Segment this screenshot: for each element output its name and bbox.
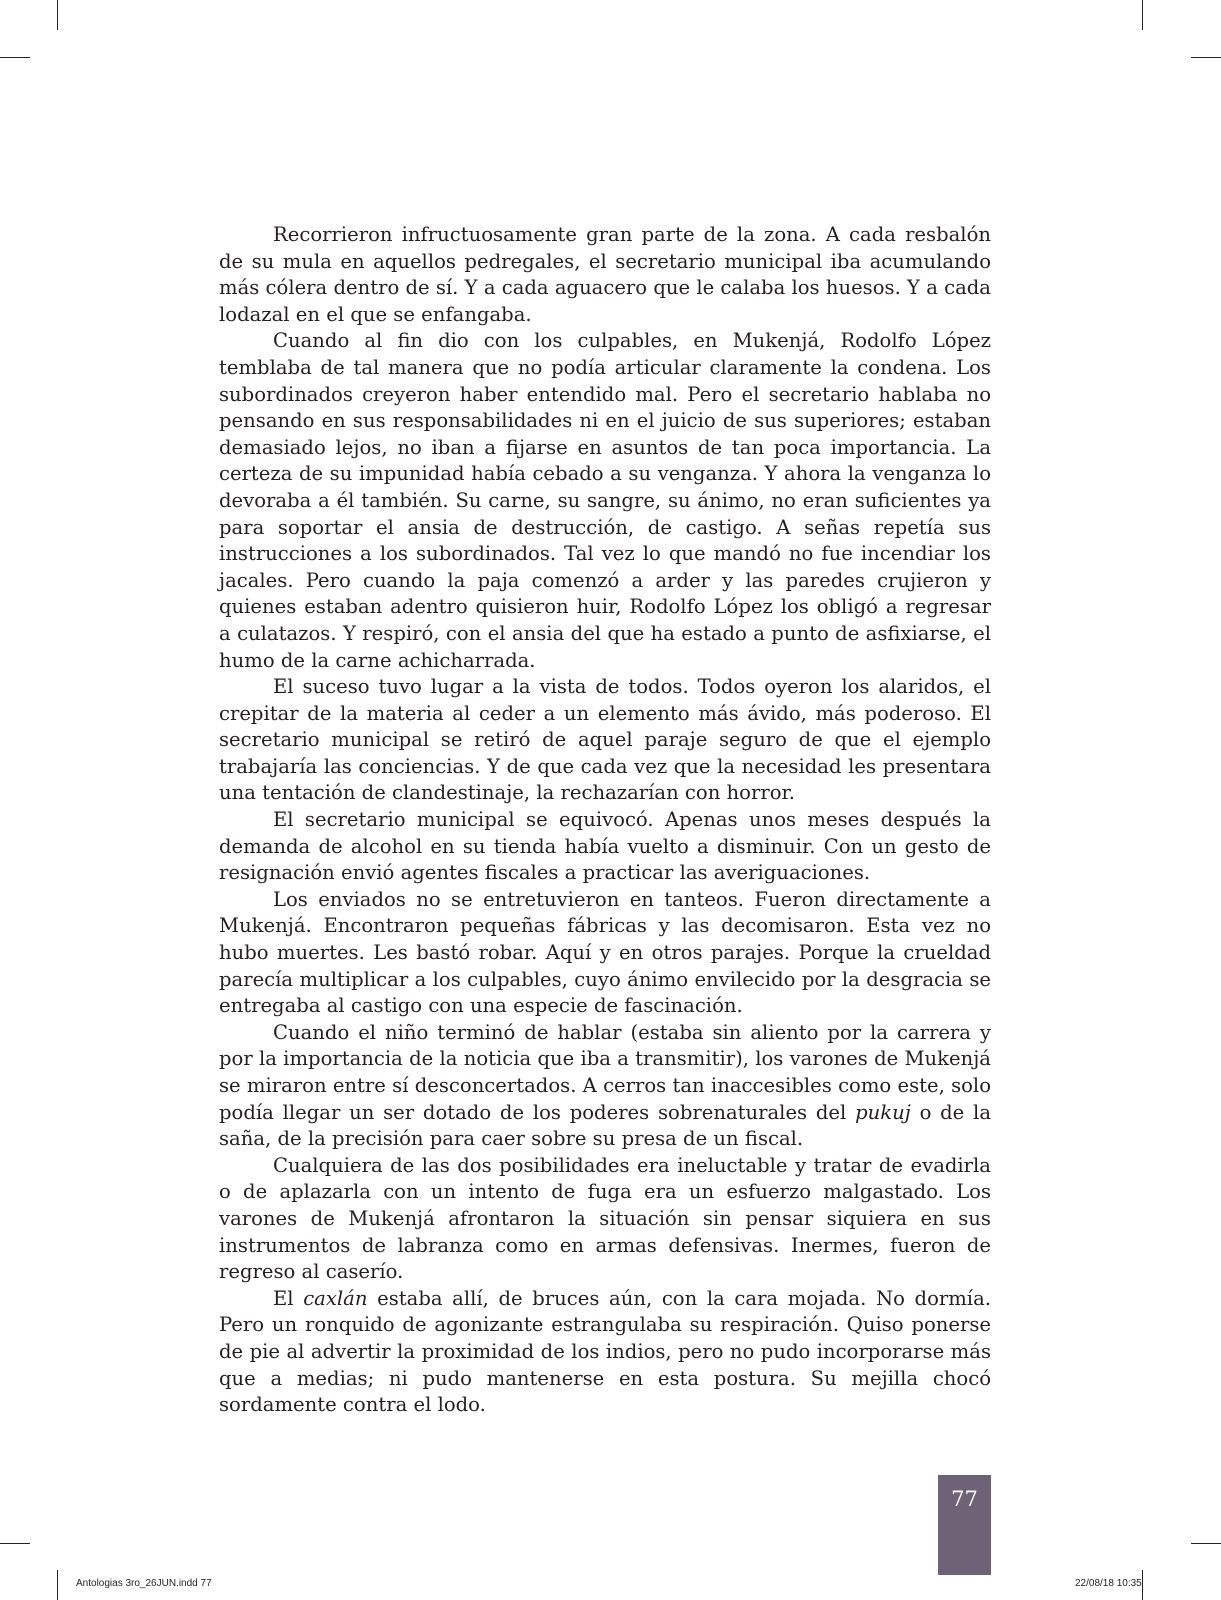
paragraph: [219, 1020, 991, 1153]
italic-term: pukuj: [855, 1100, 911, 1124]
crop-mark-bottom-left: [57, 1570, 58, 1600]
crop-mark-bottom-right: [1142, 1570, 1143, 1600]
crop-mark-left-top: [0, 57, 30, 58]
paragraph-text: o de la saña, de la precisión para caer sobre su presa de un fiscal.: [219, 1100, 992, 1151]
paragraph-text: Los enviados no se entretuvieron en tanteos. Fueron directamente a Mukenjá. Encontraron pequeñas fábricas y las decomisaron. Esta vez no hubo muertes. Les bastó robar. Aquí y en otros parajes. Porque la crueldad parecía multiplicar a los culpables, cuyo ánimo envilecido por la desgracia se entregaba al castigo con una especie de fascinación.: [219, 887, 991, 1018]
paragraph: [219, 328, 991, 674]
paragraph-text: El: [273, 1286, 304, 1310]
italic-term: caxlán: [303, 1286, 368, 1310]
paragraph: [219, 222, 991, 328]
crop-mark-top-left: [57, 0, 58, 30]
paragraph: [219, 807, 991, 887]
paragraph-text: Recorrieron infructuosamente gran parte de la zona. A cada resbalón de su mula en aquellos pedregales, el secretario municipal iba acumulando más cólera dentro de sí. Y a cada aguacero que le calaba los huesos. Y a cada lodazal en el que se enfangaba.: [219, 223, 991, 326]
paragraph-text: Cuando al fin dio con los culpables, en Mukenjá, Rodolfo López temblaba de tal manera que no podía articular claramente la condena. Los subordinados creyeron haber entendido mal. Pero el secretario hablaba no pensando en sus responsabilidades ni en el juicio de sus superiores; estaban demasiado lejos, no iban a fijarse en asuntos de tan poca importancia. La certeza de su impunidad había cebado a su venganza. Y ahora la venganza lo devoraba a él también. Su carne, su sangre, su ánimo, no eran suficientes ya para soportar el ansia de destrucción, de castigo. A señas repetía sus instrucciones a los subordinados. Tal vez lo que mandó no fue incendiar los jacales. Pero cuando la paja comenzó a arder y las paredes crujieron y quienes estaban adentro quisieron huir, Rodolfo López los obligó a regresar a culatazos. Y respiró, con el ansia del que ha estado a punto de asfixiarse, el humo de la carne achicharrada.: [219, 329, 991, 672]
paragraph: [219, 887, 991, 1020]
paragraph: [219, 1286, 991, 1419]
paragraph: [219, 1153, 991, 1286]
slug-filename: Antologias 3ro_26JUN.indd 77: [76, 1578, 212, 1589]
paragraph: [219, 674, 991, 807]
crop-mark-right-bottom: [1191, 1543, 1221, 1544]
paragraph-text: estaba allí, de bruces aún, con la cara mojada. No dormía. Pero un ronquido de agonizante estrangulaba su respiración. Quiso ponerse de pie al advertir la proximidad de los indios, pero no pudo incorporarse más que a medias; ni pudo mantenerse en esta postura. Su mejilla chocó sordamente contra el lodo.: [219, 1286, 991, 1417]
paragraph-text: Cualquiera de las dos posibilidades era ineluctable y tratar de evadirla o de aplazarla con un intento de fuga era un esfuerzo malgastado. Los varones de Mukenjá afrontaron la situación sin pensar siquiera en sus instrumentos de labranza como en armas defensivas. Inermes, fueron de regreso al caserío.: [219, 1153, 991, 1284]
crop-mark-top-right: [1142, 0, 1143, 30]
crop-mark-right-top: [1191, 57, 1221, 58]
slug-timestamp: 22/08/18 10:35: [1075, 1578, 1142, 1589]
page-number-tab: [938, 1475, 991, 1575]
page-number: 77: [951, 1487, 978, 1511]
crop-mark-left-bottom: [0, 1543, 30, 1544]
paragraph-text: El secretario municipal se equivocó. Apenas unos meses después la demanda de alcohol en su tienda había vuelto a disminuir. Con un gesto de resignación envió agentes fiscales a practicar las averiguaciones.: [219, 808, 991, 885]
paragraph-text: El suceso tuvo lugar a la vista de todos. Todos oyeron los alaridos, el crepitar de la materia al ceder a un elemento más ávido, más poderoso. El secretario municipal se retiró de aquel paraje seguro de que el ejemplo trabajaría las conciencias. Y de que cada vez que la necesidad les presentara una tentación de clandestinaje, la rechazarían con horror.: [219, 675, 991, 805]
paragraph-text: Cuando el niño terminó de hablar (estaba sin aliento por la carrera y por la importancia de la noticia que iba a transmitir), los varones de Mukenjá se miraron entre sí desconcertados. A cerros tan inaccesibles como este, solo podía llegar un ser dotado de los poderes sobrenaturales del: [219, 1020, 991, 1124]
body-text: [219, 222, 991, 1419]
